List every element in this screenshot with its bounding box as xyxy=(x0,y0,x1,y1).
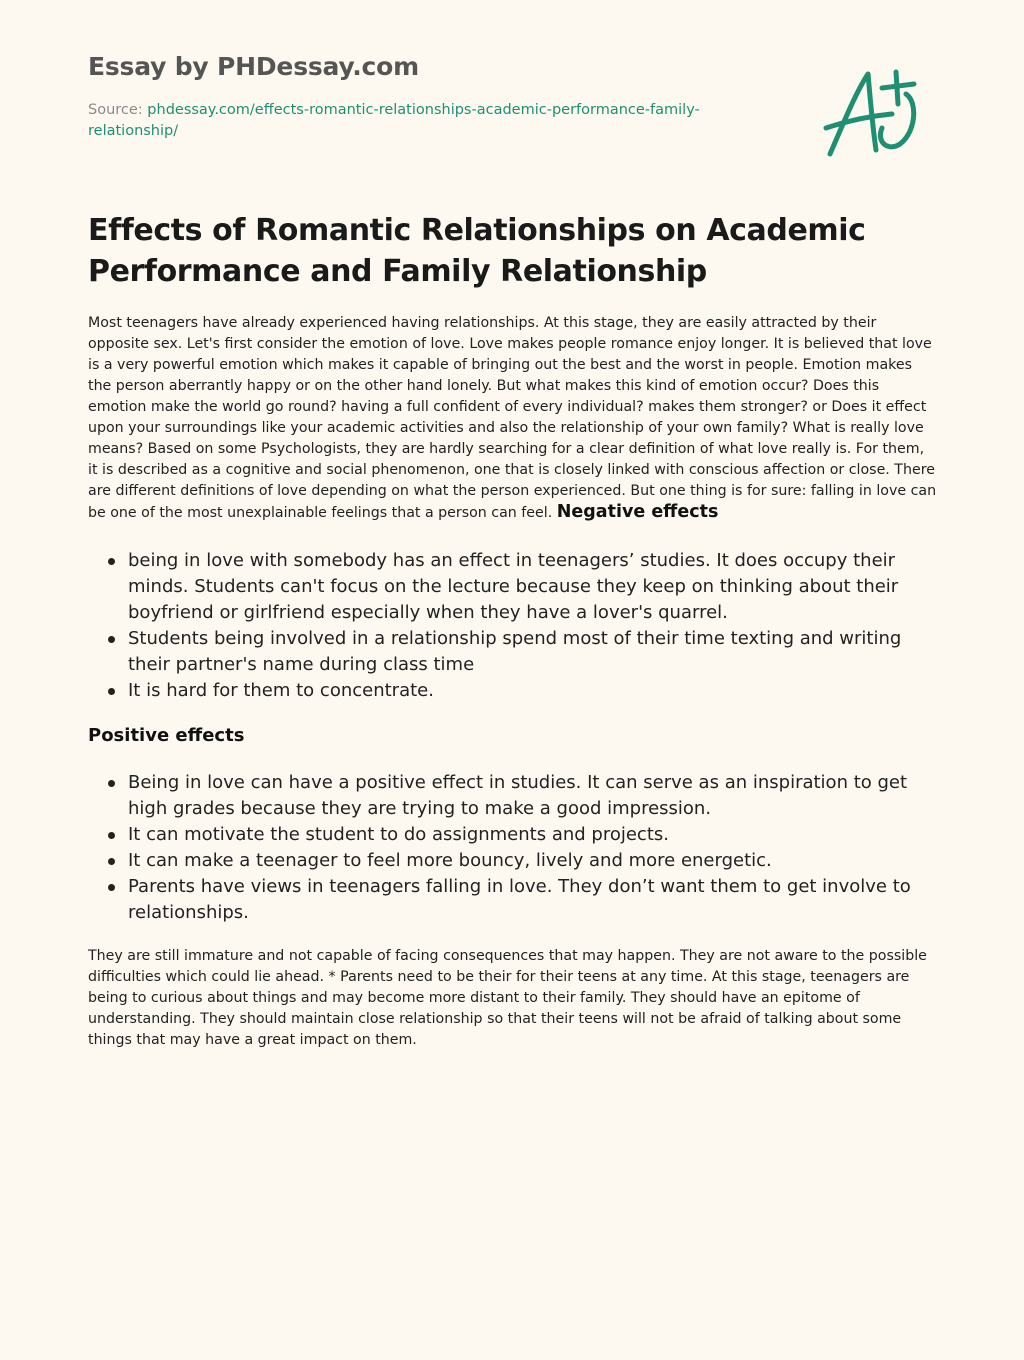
site-brand: Essay by PHDessay.com xyxy=(88,52,419,81)
list-item: Parents have views in teenagers falling in love. They don’t want them to get involve to relationships. xyxy=(88,874,938,926)
list-item: It is hard for them to concentrate. xyxy=(88,678,938,704)
list-item: Being in love can have a positive effect in studies. It can serve as an inspiration to get high grades because they are trying to make a good impression. xyxy=(88,770,938,822)
positive-effects-list xyxy=(88,770,938,926)
list-item: It can motivate the student to do assignments and projects. xyxy=(88,822,938,848)
intro-text: Most teenagers have already experienced having relationships. At this stage, they are easily attracted by their opposite sex. Let's first consider the emotion of love. Love makes people romance enjoy longer. It is believed that love is a very powerful emotion which makes it capable of bringing out the best and the worst in people. Emotion makes the person aberrantly happy or on the other hand lonely. But what makes this kind of emotion occur? Does this emotion make the world go round? having a full confident of every individual? makes them stronger? or Does it effect upon your surroundings like your academic activities and also the relationship of your own family? What is really love means? Based on some Psychologists, they are hardly searching for a clear definition of what love really is. For them, it is described as a cognitive and social phenomenon, one that is closely linked with conscious affection or close. There are different definitions of love depending on what the person experienced. But one thing is for sure: falling in love can be one of the most unexplainable feelings that a person can feel. xyxy=(88,315,937,521)
positive-effects-heading: Positive effects xyxy=(88,725,245,746)
source-line xyxy=(88,100,748,142)
list-item: It can make a teenager to feel more bouncy, lively and more energetic. xyxy=(88,848,938,874)
negative-effects-heading: Negative effects xyxy=(556,502,719,522)
source-link[interactable]: phdessay.com/effects-romantic-relationships-academic-performance-family-relationship/ xyxy=(88,102,700,139)
negative-effects-list xyxy=(88,548,938,704)
source-label: Source: xyxy=(88,102,148,118)
article-title: Effects of Romantic Relationships on Academic Performance and Family Relationship xyxy=(88,213,866,289)
list-item: Students being involved in a relationship spend most of their time texting and writing their partner's name during class time xyxy=(88,626,938,678)
a-plus-grade-icon xyxy=(820,62,932,162)
list-item: being in love with somebody has an effect in teenagers’ studies. It does occupy their minds. Students can't focus on the lecture because they keep on thinking about their boyfriend or girlfriend especially when they have a lover's quarrel. xyxy=(88,548,938,626)
intro-paragraph xyxy=(88,313,938,524)
closing-paragraph: They are still immature and not capable of facing consequences that may happen. They are not aware to the possible difficulties which could lie ahead. * Parents need to be their for their teens at any time. At this stage, teenagers are being to curious about things and may become more distant to their family. They should have an epitome of understanding. They should maintain close relationship so that their teens will not be afraid of talking about some things that may have a great impact on them. xyxy=(88,948,927,1048)
